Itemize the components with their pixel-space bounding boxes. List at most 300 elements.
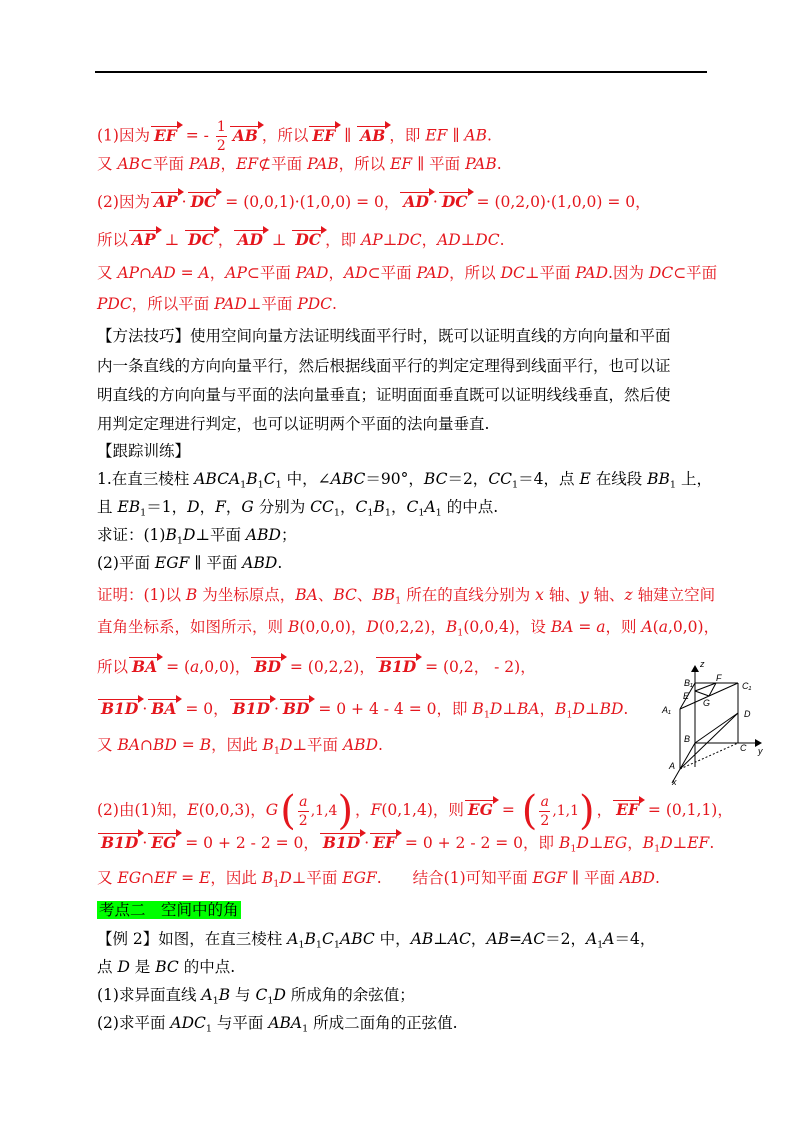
text-run: 、 bbox=[356, 586, 373, 604]
text-run: 为坐标原点， bbox=[197, 586, 296, 604]
parenthesized-coordinates bbox=[521, 788, 595, 834]
coordinates bbox=[296, 793, 338, 830]
text-run: 所成角的余弦值； bbox=[285, 986, 415, 1004]
math-symbol: D bbox=[366, 618, 379, 636]
subscript: 1 bbox=[315, 939, 323, 951]
math-symbol: BA bbox=[117, 736, 141, 754]
math-symbol: EF bbox=[425, 126, 448, 145]
subscript: 1 bbox=[333, 507, 340, 519]
text-run: (0,0,0)， bbox=[299, 618, 367, 636]
subscript: 1 bbox=[512, 479, 519, 491]
text-line bbox=[97, 294, 337, 314]
math-symbol: B bbox=[199, 736, 212, 754]
text-run: ，则 bbox=[605, 618, 642, 636]
math-symbol: AD bbox=[152, 264, 176, 282]
label-d: D bbox=[744, 709, 751, 719]
text-run: ＝2， bbox=[447, 470, 489, 488]
math-symbol: EF bbox=[236, 155, 259, 173]
text-run: = bbox=[176, 869, 200, 887]
text-line bbox=[97, 553, 282, 573]
text-line bbox=[97, 929, 655, 949]
label-y: y bbox=[758, 746, 763, 756]
text-line bbox=[97, 469, 712, 489]
math-symbol: AP bbox=[225, 264, 247, 282]
text-run: 在线段 bbox=[590, 470, 648, 488]
math-symbol: ABD bbox=[242, 554, 278, 572]
text-run: = ( bbox=[161, 658, 191, 676]
math-symbol: AB bbox=[464, 126, 487, 145]
math-symbol: BD bbox=[599, 700, 624, 718]
text-run: . bbox=[654, 869, 660, 887]
subscript: 1 bbox=[140, 507, 147, 519]
math-symbol: x bbox=[535, 586, 544, 604]
text-run: ∥ 平面 bbox=[189, 554, 243, 572]
text-run: ⊄平面 bbox=[258, 155, 308, 173]
text-run: ， bbox=[220, 155, 237, 173]
header-rule bbox=[95, 71, 707, 73]
math-symbol: PDC bbox=[297, 295, 333, 313]
math-symbol: AB bbox=[486, 930, 510, 948]
math-symbol: A bbox=[603, 930, 615, 948]
text-run: 又 bbox=[97, 736, 118, 754]
text-run: = (0,0,1)·(1,0,0) = 0， bbox=[220, 193, 400, 211]
text-run: (0,2,2)， bbox=[378, 618, 446, 636]
math-symbol: PAD bbox=[295, 264, 329, 282]
math-symbol: B bbox=[261, 869, 274, 887]
text-line bbox=[97, 441, 190, 461]
math-symbol: G bbox=[241, 498, 254, 516]
text-run: ， bbox=[421, 231, 438, 249]
text-run: (1)求异面直线 bbox=[97, 986, 202, 1004]
text-run: 所以 bbox=[97, 658, 129, 676]
text-line bbox=[97, 263, 717, 283]
math-symbol: B bbox=[445, 618, 458, 636]
text-run: ＝1， bbox=[146, 498, 188, 516]
text-run: 且 bbox=[97, 498, 118, 516]
text-run: ， bbox=[355, 801, 371, 819]
text-run: 【例 2】如图，在直三棱柱 bbox=[97, 930, 288, 948]
math-symbol: PAD bbox=[214, 295, 247, 313]
text-run: ，即 bbox=[325, 231, 362, 249]
text-run: = (0,2,0)·(1,0,0) = 0， bbox=[471, 193, 651, 211]
math-symbol: DC bbox=[500, 264, 525, 282]
vector-symbol: EF bbox=[613, 800, 642, 818]
text-run: = bbox=[176, 736, 200, 754]
section-heading: 考点二 空间中的角 bbox=[99, 901, 239, 919]
text-line bbox=[97, 985, 415, 1005]
math-symbol: D bbox=[572, 700, 585, 718]
text-run: ⊥ bbox=[588, 834, 604, 852]
math-symbol: EGF bbox=[532, 869, 567, 887]
math-symbol: B bbox=[185, 586, 198, 604]
fraction-denominator: 2 bbox=[540, 812, 550, 829]
text-run: ， bbox=[199, 498, 216, 516]
math-symbol: EB bbox=[117, 498, 141, 516]
text-run: 明直线的方向向量与平面的法向量垂直；证明面面垂直既可以证明线线垂直，然后使 bbox=[97, 386, 671, 404]
math-symbol: A bbox=[585, 930, 598, 948]
text-run: ， bbox=[209, 264, 226, 282]
text-run: 又 bbox=[97, 155, 118, 173]
text-line bbox=[97, 788, 733, 834]
math-symbol: G bbox=[265, 801, 279, 819]
fraction-numerator: a bbox=[540, 793, 550, 810]
math-symbol: AC bbox=[447, 930, 471, 948]
fraction-numerator: 1 bbox=[216, 119, 226, 135]
math-symbol: B bbox=[218, 986, 231, 1004]
text-run: ， bbox=[390, 498, 407, 516]
subscript: 1 bbox=[457, 627, 464, 639]
text-run: 所以 bbox=[97, 231, 129, 249]
math-symbol: C bbox=[263, 470, 276, 488]
subscript: 1 bbox=[240, 479, 247, 491]
math-symbol: D bbox=[279, 869, 292, 887]
text-run: = 0 + 4 - 4 = 0，即 bbox=[313, 700, 473, 718]
text-run: 【方法技巧】使用空间向量方法证明线面平行时，既可以证明直线的方向向量和平面 bbox=[97, 327, 671, 345]
text-run: ⊂平面 bbox=[673, 264, 718, 282]
text-line bbox=[97, 192, 651, 212]
text-run: 点 bbox=[97, 958, 118, 976]
text-line bbox=[97, 118, 492, 155]
left-paren: ( bbox=[521, 788, 538, 834]
text-run: ⊥ bbox=[502, 700, 517, 718]
fraction-denominator: 2 bbox=[216, 138, 226, 154]
prism-figure bbox=[658, 657, 766, 787]
text-run: 所成二面角的正弦值. bbox=[308, 1014, 458, 1032]
label-a1: A₁ bbox=[662, 705, 671, 715]
math-symbol: a bbox=[190, 658, 200, 676]
math-symbol: PAD bbox=[416, 264, 450, 282]
vector-symbol: AB bbox=[230, 126, 261, 144]
math-symbol: E bbox=[199, 869, 211, 887]
label-c1: C₁ bbox=[742, 681, 752, 691]
math-symbol: D bbox=[576, 834, 589, 852]
text-run: ； bbox=[280, 526, 297, 544]
math-symbol: DC bbox=[648, 264, 674, 282]
text-run: ⊥平面 bbox=[246, 295, 298, 313]
vector-symbol: EG bbox=[148, 833, 179, 851]
subscript: 1 bbox=[273, 878, 280, 890]
math-symbol: ABD bbox=[342, 736, 378, 754]
vector-symbol: DC bbox=[292, 230, 324, 248]
math-symbol: AP bbox=[361, 231, 383, 249]
math-symbol: E bbox=[579, 470, 591, 488]
text-run: ,1,4 bbox=[310, 803, 338, 819]
subscript: 1 bbox=[333, 939, 341, 951]
math-symbol: B bbox=[555, 700, 567, 718]
math-symbol: A bbox=[424, 498, 436, 516]
vector-symbol: B1D bbox=[376, 657, 419, 675]
text-run: ， bbox=[627, 834, 643, 852]
text-run: 内一条直线的方向向量平行，然后根据线面平行的判定定理得到线面平行，也可以证 bbox=[97, 357, 671, 375]
text-run: . bbox=[332, 295, 337, 313]
text-run: · bbox=[432, 193, 438, 211]
text-run: 是 bbox=[129, 958, 156, 976]
subscript: 1 bbox=[205, 1023, 212, 1035]
math-symbol: BC bbox=[333, 586, 357, 604]
label-e: E bbox=[683, 691, 690, 701]
text-run: ， bbox=[596, 801, 613, 819]
fraction bbox=[298, 793, 309, 830]
text-run: . 结合(1)可知平面 bbox=[376, 869, 533, 887]
math-symbol: PAB bbox=[307, 155, 339, 173]
subscript: 1 bbox=[267, 995, 274, 1007]
math-symbol: AD bbox=[343, 264, 368, 282]
text-run: ∥ 平面 bbox=[567, 869, 620, 887]
text-run: (2)由(1)知， bbox=[97, 801, 188, 819]
subscript: 1 bbox=[654, 843, 661, 855]
text-run: = 0 + 2 - 2 = 0，即 bbox=[399, 834, 559, 852]
math-symbol: A bbox=[198, 264, 210, 282]
vector-symbol: B1D bbox=[98, 699, 141, 717]
text-run: 又 bbox=[97, 264, 118, 282]
subscript: 1 bbox=[669, 479, 677, 491]
text-run: ， bbox=[339, 498, 356, 516]
vector-symbol: DC bbox=[439, 192, 471, 210]
text-run: ⊂平面 bbox=[246, 264, 296, 282]
math-symbol: D bbox=[117, 958, 130, 976]
text-run: 的中点. bbox=[178, 958, 236, 976]
math-symbol: D bbox=[489, 700, 503, 718]
text-run: (1)因为 bbox=[97, 126, 150, 145]
text-run: ∩ bbox=[140, 736, 154, 754]
math-symbol: BA bbox=[550, 618, 574, 636]
math-symbol: AC bbox=[522, 930, 546, 948]
math-symbol: PDC bbox=[97, 295, 132, 313]
math-symbol: y bbox=[579, 586, 589, 604]
math-symbol: AD bbox=[437, 231, 461, 249]
text-run: · bbox=[181, 193, 187, 211]
math-symbol: BD bbox=[153, 736, 177, 754]
text-run: ，所以 bbox=[261, 126, 309, 145]
text-line bbox=[97, 1013, 458, 1033]
text-run: ，所以 bbox=[449, 264, 501, 282]
text-run: ＝90°， bbox=[365, 470, 424, 488]
text-run: (2)平面 bbox=[97, 554, 155, 572]
text-run: 与 bbox=[230, 986, 256, 1004]
math-symbol: B bbox=[472, 700, 484, 718]
text-run: .因为 bbox=[608, 264, 649, 282]
edge-a-c bbox=[680, 743, 738, 769]
text-run: ,0,0)， bbox=[667, 618, 720, 636]
math-symbol: A bbox=[641, 618, 653, 636]
subscript: 1 bbox=[566, 709, 573, 721]
vector-symbol: AB bbox=[357, 126, 388, 144]
math-symbol: D bbox=[280, 736, 293, 754]
text-run: 【跟踪训练】 bbox=[97, 442, 191, 460]
text-run: · bbox=[364, 834, 370, 852]
parenthesized-coordinates bbox=[280, 788, 354, 834]
text-line bbox=[97, 385, 671, 405]
math-symbol: ABD bbox=[619, 869, 655, 887]
text-line bbox=[97, 657, 536, 677]
text-run: = bbox=[496, 801, 520, 819]
text-run: ∥ 平面 bbox=[412, 155, 466, 173]
text-run: (0,0,4)，设 bbox=[463, 618, 551, 636]
label-f: F bbox=[716, 673, 722, 683]
text-line bbox=[97, 525, 296, 545]
text-run: = (0,2,2)， bbox=[284, 658, 375, 676]
text-run: 中，∠ bbox=[281, 470, 331, 488]
math-symbol: EGF bbox=[342, 869, 377, 887]
math-symbol: EF bbox=[390, 155, 413, 173]
label-b1: B₁ bbox=[684, 678, 693, 688]
math-symbol: B bbox=[287, 618, 300, 636]
math-symbol: D bbox=[187, 498, 200, 516]
math-symbol: ABD bbox=[245, 526, 281, 544]
text-run: · bbox=[142, 700, 148, 718]
text-run: ∩ bbox=[139, 264, 153, 282]
math-symbol: PAD bbox=[575, 264, 609, 282]
math-symbol: AB bbox=[410, 930, 434, 948]
text-run: = - bbox=[180, 126, 214, 145]
math-symbol: D bbox=[182, 526, 196, 544]
fraction bbox=[539, 793, 550, 830]
text-run: ,0,0)， bbox=[199, 658, 251, 676]
text-run: . bbox=[499, 231, 505, 249]
text-run: 、 bbox=[317, 586, 334, 604]
text-run: 1.在直三棱柱 bbox=[97, 470, 195, 488]
math-symbol: BA bbox=[295, 586, 318, 604]
text-run: = bbox=[509, 930, 523, 948]
text-run: = (0,1,1)， bbox=[642, 801, 733, 819]
text-run: ∩ bbox=[141, 869, 155, 887]
vector-symbol: DC bbox=[188, 192, 220, 210]
text-run: ⊥ bbox=[266, 231, 292, 249]
text-run: = 0， bbox=[180, 700, 229, 718]
math-symbol: BB bbox=[647, 470, 670, 488]
text-line bbox=[97, 326, 671, 346]
text-run: (2)求平面 bbox=[97, 1014, 171, 1032]
label-x: x bbox=[672, 777, 677, 787]
text-run: 的中点. bbox=[441, 498, 499, 516]
text-line bbox=[97, 617, 719, 637]
vector-symbol: EF bbox=[309, 126, 338, 144]
vector-symbol: AD bbox=[400, 192, 431, 210]
vector-symbol: AD bbox=[234, 230, 265, 248]
math-symbol: PAB bbox=[465, 155, 497, 173]
text-run: . bbox=[378, 736, 383, 754]
text-run: ⊥ bbox=[584, 700, 600, 718]
vector-symbol: BA bbox=[148, 699, 179, 717]
text-run: ，即 bbox=[389, 126, 426, 145]
subscript: 1 bbox=[367, 507, 374, 519]
subscript: 1 bbox=[395, 595, 402, 607]
text-run: ＝4， bbox=[614, 930, 656, 948]
right-paren: ) bbox=[579, 788, 595, 834]
math-symbol: B bbox=[304, 930, 316, 948]
math-symbol: C bbox=[406, 498, 419, 516]
text-run: · bbox=[273, 700, 279, 718]
text-run: 轴、 bbox=[543, 586, 580, 604]
text-run: ， bbox=[225, 498, 242, 516]
math-symbol: BC bbox=[155, 958, 179, 976]
text-run: . bbox=[623, 700, 629, 718]
math-symbol: C bbox=[355, 498, 368, 516]
vector-symbol: AP bbox=[151, 192, 181, 210]
math-symbol: B bbox=[558, 834, 571, 852]
subscript: 1 bbox=[418, 507, 425, 519]
text-line bbox=[97, 957, 235, 977]
math-symbol: EG bbox=[117, 869, 142, 887]
text-run: 中， bbox=[374, 930, 411, 948]
text-run: ＝2， bbox=[545, 930, 586, 948]
math-symbol: ABC bbox=[330, 470, 366, 488]
text-run: 轴、 bbox=[588, 586, 625, 604]
math-symbol: ABC bbox=[340, 930, 375, 948]
text-run: ，所以 bbox=[338, 155, 391, 173]
text-run: ， bbox=[470, 930, 487, 948]
vector-symbol: BA bbox=[129, 657, 160, 675]
math-symbol: B bbox=[246, 470, 258, 488]
text-line bbox=[97, 230, 505, 250]
text-run: ⊥平面 bbox=[524, 264, 576, 282]
math-symbol: CC bbox=[310, 498, 334, 516]
math-symbol: B bbox=[373, 498, 385, 516]
edge-e-g bbox=[695, 691, 709, 696]
vector-symbol: EF bbox=[370, 833, 399, 851]
math-symbol: PAB bbox=[188, 155, 221, 173]
fraction bbox=[216, 118, 227, 155]
subscript: 1 bbox=[176, 535, 183, 547]
text-run: ⊥ bbox=[382, 231, 398, 249]
text-run: ，所以平面 bbox=[131, 295, 215, 313]
vector-symbol: EG bbox=[465, 800, 496, 818]
math-symbol: EGF bbox=[154, 554, 190, 572]
text-run: ⊂平面 bbox=[140, 155, 189, 173]
text-run: ⊂平面 bbox=[367, 264, 417, 282]
subscript: 1 bbox=[570, 843, 577, 855]
subscript: 1 bbox=[483, 709, 490, 721]
text-run: ⊥ bbox=[433, 930, 448, 948]
text-run: . bbox=[487, 126, 492, 145]
label-z: z bbox=[700, 659, 705, 669]
text-run: 分别为 bbox=[253, 498, 311, 516]
math-symbol: a bbox=[596, 618, 606, 636]
vector-symbol: B1D bbox=[320, 833, 363, 851]
fraction-denominator: 2 bbox=[298, 812, 308, 829]
math-symbol: B bbox=[165, 526, 177, 544]
text-run: ,1,1 bbox=[552, 803, 580, 819]
text-run: = bbox=[573, 618, 597, 636]
coordinates bbox=[537, 793, 579, 830]
subscript: 1 bbox=[273, 745, 281, 757]
math-symbol: B bbox=[262, 736, 274, 754]
text-line bbox=[97, 154, 502, 174]
text-run: 用判定定理进行判定，也可以证明两个平面的法向量垂直. bbox=[97, 415, 490, 433]
vector-symbol: B1D bbox=[98, 833, 141, 851]
math-symbol: E bbox=[187, 801, 199, 819]
text-run: = bbox=[175, 264, 199, 282]
text-run: 又 bbox=[97, 869, 118, 887]
math-symbol: BC bbox=[423, 470, 448, 488]
edge-b-d bbox=[695, 713, 738, 743]
math-symbol: CC bbox=[488, 470, 513, 488]
subscript: 1 bbox=[302, 1023, 309, 1035]
math-symbol: EG bbox=[603, 834, 628, 852]
vector-symbol: BD bbox=[251, 657, 284, 675]
math-symbol: ABA bbox=[268, 1014, 303, 1032]
text-line bbox=[97, 833, 714, 853]
math-symbol: C bbox=[255, 986, 268, 1004]
text-run: 求证：(1) bbox=[97, 526, 166, 544]
text-run: = (0,2， - 2)， bbox=[420, 658, 536, 676]
text-run: · bbox=[142, 834, 148, 852]
subscript: 1 bbox=[298, 939, 305, 951]
math-symbol: BA bbox=[516, 700, 540, 718]
text-line bbox=[97, 735, 383, 755]
text-run: . bbox=[709, 834, 715, 852]
subscript: 1 bbox=[257, 479, 264, 491]
